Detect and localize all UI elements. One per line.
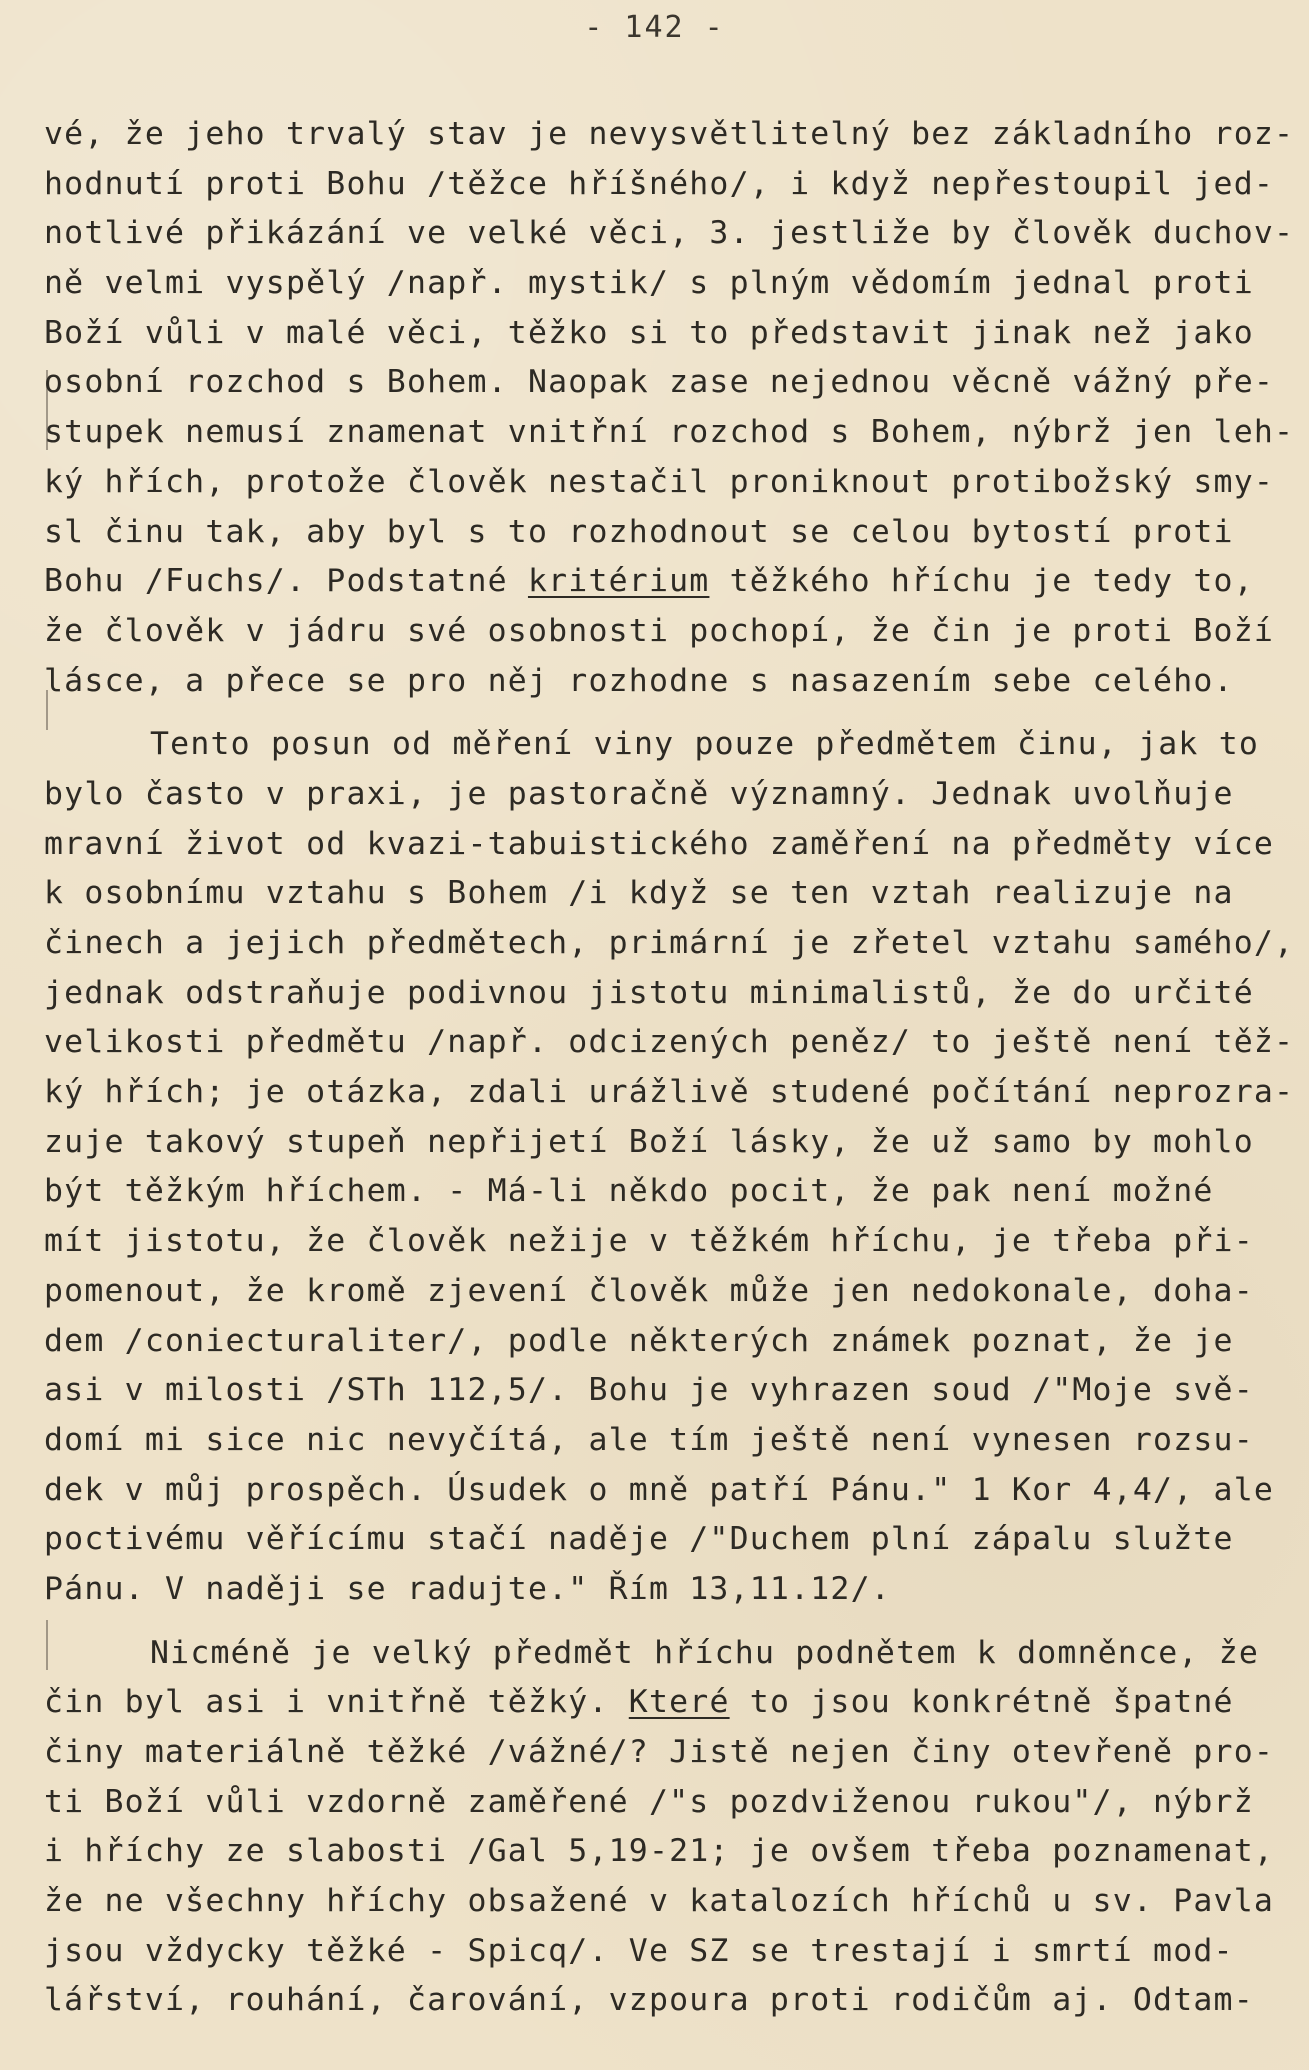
paragraph — [44, 110, 1294, 706]
text-line: Tento posun od měření viny pouze předmětem činu, jak to — [150, 726, 1260, 763]
text-segment: to jsou konkrétně špatné — [729, 1684, 1234, 1721]
text-line: činy materiálně těžké /vážné/? Jistě nejen činy otevřeně pro- — [44, 1734, 1275, 1770]
text-line: domí mi sice nic nevyčítá, ale tím ještě není vynesen rozsu- — [44, 1421, 1254, 1458]
text-line: bylo často v praxi, je pastoračně významný. Jednak uvolňuje — [44, 775, 1234, 812]
text-line — [44, 1678, 1294, 1728]
text-line: ký hřích, protože člověk nestačil proniknout protibožský smy- — [44, 463, 1275, 500]
text-line: sl činu tak, aby byl s to rozhodnout se celou bytostí proti — [44, 513, 1234, 550]
text-line: jsou vždycky těžké - Spicq/. Ve SZ se trestají i smrtí mod- — [44, 1932, 1234, 1969]
text-line: lásce, a přece se pro něj rozhodne s nasazením sebe celého. — [44, 662, 1234, 699]
text-line: ti Boží vůli vzdorně zaměřené /"s pozdviženou rukou"/, nýbrž — [44, 1783, 1254, 1820]
text-line: že ne všechny hříchy obsažené v katalozích hříchů u sv. Pavla — [44, 1883, 1275, 1920]
text-line: stupek nemusí znamenat vnitřní rozchod s Bohem, nýbrž jen leh- — [44, 414, 1295, 451]
text-line: velikosti předmětu /např. odcizených peněz/ to ještě není těž- — [44, 1024, 1295, 1061]
paragraph — [44, 1629, 1294, 2027]
text-line: hodnutí proti Bohu /těžce hříšného/, i když nepřestoupil jed- — [44, 165, 1275, 202]
text-line: být těžkým hříchem. - Má-li někdo pocit, že pak není možné — [44, 1173, 1214, 1210]
text-line: Pánu. V naději se radujte." Řím 13,11.12/. — [44, 1570, 891, 1607]
text-line: dem /coniecturaliter/, podle některých známek poznat, že je — [44, 1322, 1234, 1359]
text-line: notlivé přikázání ve velké věci, 3. jestliže by člověk duchov- — [44, 215, 1295, 252]
text-line: i hříchy ze slabosti /Gal 5,19-21; je ovšem třeba poznamenat, — [44, 1833, 1275, 1870]
text-line: jednak odstraňuje podivnou jistotu minimalistů, že do určité — [44, 974, 1254, 1011]
text-line: Nicméně je velký předmět hříchu podnětem k domněnce, že — [150, 1634, 1260, 1671]
text-line: činech a jejich předmětech, primární je zřetel vztahu samého/, — [44, 925, 1295, 961]
text-line: ký hřích; je otázka, zdali urážlivě studené počítání neprozra- — [44, 1074, 1295, 1111]
paragraph — [44, 720, 1294, 1614]
text-line — [44, 557, 1294, 607]
text-line: asi v milosti /STh 112,5/. Bohu je vyhrazen soud /"Moje svě- — [44, 1372, 1254, 1409]
text-segment: Bohu /Fuchs/. Podstatné — [44, 563, 528, 600]
text-line: lářství, rouhání, čarování, vzpoura proti rodičům aj. Odtam- — [44, 1982, 1254, 2019]
text-line: Boží vůli v malé věci, těžko si to představit jinak než jako — [44, 314, 1254, 351]
paragraph-gap — [44, 1615, 1294, 1629]
text-line: že člověk v jádru své osobnosti pochopí, že čin je proti Boží — [44, 612, 1275, 649]
text-segment: čin byl asi i vnitřně těžký. — [44, 1684, 629, 1721]
text-line: dek v můj prospěch. Úsudek o mně patří Pánu." 1 Kor 4,4/, ale — [44, 1471, 1275, 1508]
text-segment: těžkého hříchu je tedy to, — [709, 563, 1254, 600]
page-number: - 142 - — [584, 10, 725, 45]
text-line: mít jistotu, že člověk nežije v těžkém hříchu, je třeba při- — [44, 1223, 1254, 1260]
text-line: vé, že jeho trvalý stav je nevysvětlitelný bez základního roz- — [44, 116, 1295, 152]
paragraph-gap — [44, 706, 1294, 720]
text-line: poctivému věřícímu stačí naděje /"Duchem plní zápalu služte — [44, 1521, 1234, 1558]
text-line: ně velmi vyspělý /např. mystik/ s plným vědomím jednal proti — [44, 265, 1254, 302]
body-text — [44, 110, 1294, 2026]
underlined-word: kritérium — [527, 563, 710, 600]
text-line: zuje takový stupeň nepřijetí Boží lásky, že už samo by mohlo — [44, 1123, 1254, 1160]
underlined-word: Které — [628, 1684, 730, 1721]
text-line: k osobnímu vztahu s Bohem /i když se ten vztah realizuje na — [44, 875, 1234, 912]
text-line: mravní život od kvazi-tabuistického zaměření na předměty více — [44, 825, 1275, 862]
text-line: pomenout, že kromě zjevení člověk může jen nedokonale, doha- — [44, 1272, 1254, 1309]
text-line: osobní rozchod s Bohem. Naopak zase nejednou věcně vážný pře- — [44, 364, 1275, 401]
